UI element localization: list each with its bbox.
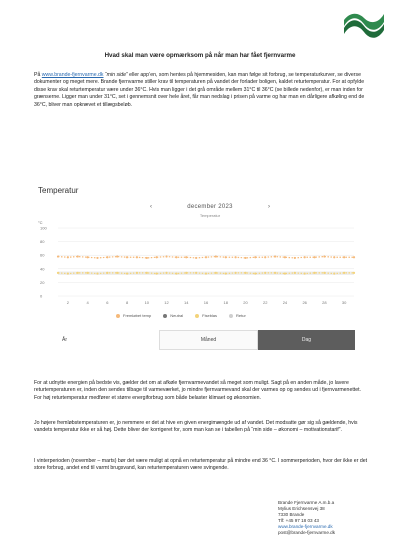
data-point — [264, 272, 266, 274]
y-tick-label: 40 — [40, 266, 45, 272]
data-point — [333, 272, 335, 274]
legend-swatch — [229, 314, 233, 318]
y-axis-unit: °C — [38, 220, 43, 225]
legend-swatch — [195, 314, 199, 318]
x-tick-label: 16 — [203, 300, 209, 305]
signature-web-link[interactable]: www.brande-fjernvarme.dk — [278, 524, 333, 529]
data-point — [126, 272, 128, 274]
data-point — [195, 272, 197, 274]
x-tick-label: 24 — [282, 300, 288, 305]
data-point — [136, 272, 138, 274]
legend-swatch — [116, 314, 120, 318]
x-tick-label: 4 — [86, 300, 89, 305]
data-point — [294, 272, 296, 274]
signature-phone: Tlf: +45 97 18 03 43 — [278, 518, 319, 523]
data-point — [116, 255, 118, 257]
data-point — [254, 272, 256, 274]
data-point — [146, 272, 148, 274]
y-tick-label: 100 — [40, 225, 47, 231]
data-point — [175, 256, 177, 258]
company-logo — [342, 12, 386, 42]
data-point — [225, 256, 227, 258]
data-point — [235, 272, 237, 274]
data-point — [87, 272, 89, 274]
data-point — [175, 272, 177, 274]
data-point — [136, 256, 138, 258]
data-point — [156, 256, 158, 258]
period-tabs — [50, 330, 355, 350]
legend-label: Fiseblas — [202, 313, 218, 318]
tab-day[interactable]: Dag — [258, 330, 355, 350]
x-tick-label: 8 — [125, 300, 129, 305]
data-point — [274, 272, 276, 274]
data-point — [195, 257, 197, 259]
data-point — [205, 272, 207, 274]
paragraph-forward-temp: Jo højere fremløbstemperaturen er, jo nemmere er det at hive en given energimængde ud af vandet. Det modsatte gør sig så gældende, hvis vandets temperatur ikke er så høj. Dette bliver der korrigeret for, som man kan se i tabellen på “min side – økonomi – motivationstarif”. — [34, 420, 358, 434]
data-point — [343, 272, 345, 274]
page-title: Hvad skal man være opmærksom på når man har fået fjernvarme — [104, 52, 296, 59]
data-point — [244, 272, 246, 274]
x-tick-label: 12 — [164, 300, 169, 305]
signature-street: Mylius Erichsensvej 38 — [278, 506, 325, 511]
data-point — [185, 272, 187, 274]
data-point — [67, 256, 69, 258]
data-point — [215, 255, 217, 257]
x-tick-label: 6 — [106, 300, 109, 305]
data-point — [264, 256, 266, 258]
x-tick-label: 26 — [302, 300, 307, 305]
signature-company: Brande Fjernvarme A.m.b.a — [278, 500, 335, 505]
chevron-right-icon[interactable]: › — [267, 204, 270, 210]
data-point — [294, 257, 296, 259]
data-point — [313, 256, 315, 258]
data-point — [106, 256, 108, 258]
x-tick-label: 10 — [144, 300, 150, 305]
data-point — [323, 272, 325, 274]
data-point — [205, 256, 207, 258]
data-point — [244, 257, 246, 259]
data-point — [146, 257, 148, 259]
website-link[interactable]: www.brande-fjernvarme.dk — [41, 72, 104, 78]
y-tick-label: 20 — [40, 279, 45, 285]
x-tick-label: 2 — [66, 300, 69, 305]
data-point — [343, 256, 345, 258]
legend-swatch — [163, 314, 167, 318]
chart-legend — [116, 313, 246, 318]
paragraph-energy: For at udnytte energien på bedste vis, gælder det om at afkøle fjernvarmevandet så meget som muligt. Sagt på en anden måde, jo lavere returtemperaturen er, inden den sendes tilbage til varmeværket, jo mindre fjernvarmevand skal der varmes op og sendes ud i fjernvarmenettet. For høj returtemperatur medfører et større energiforbrug som både belaster klimaet og økonomien. — [34, 380, 361, 401]
data-point — [165, 272, 167, 274]
intro-paragraph — [34, 72, 368, 109]
tab-month[interactable]: Måned — [159, 330, 258, 350]
data-point — [96, 257, 98, 259]
data-point — [323, 255, 325, 257]
data-point — [67, 272, 69, 274]
legend-item[interactable] — [163, 313, 183, 318]
intro-text: eller app’en, som hentes på hjemmesiden, kan man følge sit forbrug, se temperaturkurver, se diverse dokumenter og meget mere. Brande fjernvarme stiller krav til temperaturen på vandet der forlader boligen, kaldet returtemperatur. For at opfylde disse krav skal returtemperatur være under 36°C. Hvis man ligger i det grå område mellem 31°C til 36°C (se billede nedenfor), er man inden for grænserne. Ligger man under 31°C, set i gennemsnit over hele året, får man nedslag i prisen på varme og har man en dårligere afkøling end de 36°C, bliver man opkrævet et tillægsbeløb. — [34, 72, 365, 108]
period-label: december 2023 — [187, 204, 233, 210]
data-point — [96, 272, 98, 274]
data-point — [254, 256, 256, 258]
data-point — [284, 272, 286, 274]
x-tick-label: 22 — [262, 300, 268, 305]
data-point — [274, 255, 276, 257]
data-point — [333, 256, 335, 258]
data-point — [353, 272, 355, 274]
temperature-chart — [36, 218, 361, 310]
y-tick-label: 60 — [40, 252, 45, 258]
data-point — [313, 272, 315, 274]
data-point — [185, 256, 187, 258]
legend-label: Fremløbet temp — [123, 313, 152, 318]
x-tick-label: 28 — [322, 300, 327, 305]
x-tick-label: 14 — [184, 300, 189, 305]
data-point — [106, 272, 108, 274]
chart-subtitle: Temperatur — [199, 213, 221, 218]
chart-title: Temperatur — [38, 186, 79, 195]
legend-label: Neutral — [170, 313, 184, 318]
data-point — [353, 256, 355, 258]
legend-item[interactable] — [229, 313, 246, 318]
legend-item[interactable] — [116, 313, 151, 318]
data-point — [215, 272, 217, 274]
data-point — [87, 256, 89, 258]
y-tick-label: 80 — [40, 239, 45, 245]
y-tick-label: 0 — [40, 293, 43, 299]
data-point — [225, 272, 227, 274]
data-point — [57, 272, 59, 274]
company-signature — [278, 500, 335, 536]
min-side-text: “min side” — [103, 72, 128, 78]
data-point — [304, 272, 306, 274]
x-tick-label: 30 — [341, 300, 347, 305]
data-point — [116, 272, 118, 274]
data-point — [77, 272, 79, 274]
paragraph-winter: I vinterperioden (november – marts) bør det være muligt at opnå en returtemperatur på mindre end 36 °C. I sommerperioden, hvor der ikke er det store forbrug, andet end til varmt brugsvand, kan returtemperaturen være svingende. — [34, 458, 368, 472]
data-point — [165, 255, 167, 257]
x-tick-label: 18 — [223, 300, 228, 305]
legend-label: Retur — [236, 313, 246, 318]
x-tick-label: 20 — [243, 300, 248, 305]
data-point — [284, 256, 286, 258]
data-point — [77, 255, 79, 257]
data-point — [126, 256, 128, 258]
legend-item[interactable] — [195, 313, 217, 318]
data-point — [57, 255, 59, 257]
chevron-left-icon[interactable]: ‹ — [150, 204, 152, 210]
signature-email[interactable]: post@brande-fjernvarme.dk — [278, 530, 336, 535]
data-point — [304, 256, 306, 258]
month-navigator — [150, 204, 270, 210]
intro-prefix: På — [34, 72, 42, 78]
tab-year[interactable]: År — [62, 337, 67, 343]
data-point — [156, 272, 158, 274]
data-point — [235, 256, 237, 258]
signature-city: 7330 Brande — [278, 512, 305, 517]
